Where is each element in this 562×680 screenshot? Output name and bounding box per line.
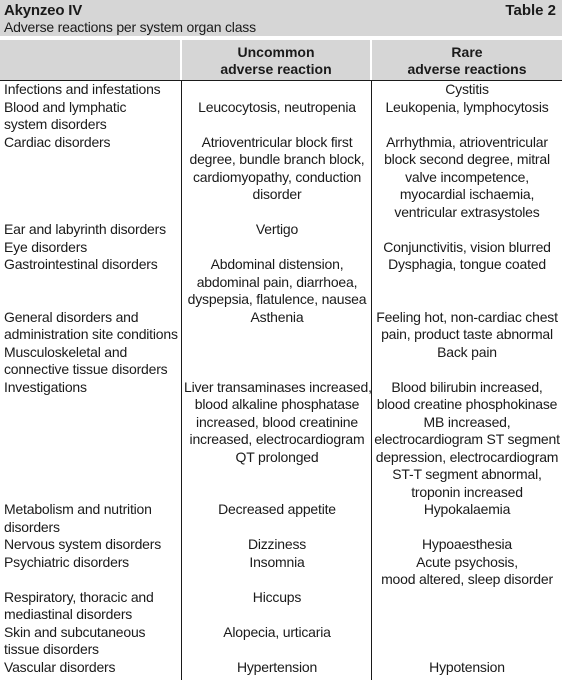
table-row (0, 309, 562, 344)
uncommon-cell (182, 624, 372, 659)
rare-text-line: ventricular extrasystoles (394, 203, 540, 220)
uncommon-text-line: Decreased appetite (218, 501, 336, 517)
table-row (0, 554, 562, 589)
rare-text-line: Hypokalaemia (423, 501, 511, 517)
uncommon-text-line: Insomnia (249, 553, 305, 570)
soc-text-line: connective tissue disorders (4, 361, 168, 377)
uncommon-cell (182, 536, 372, 554)
rare-text-line: block second degree, mitral (384, 151, 550, 167)
soc-cell (0, 379, 182, 502)
table-row (0, 659, 562, 677)
column-header-uncommon-line2: adverse reaction (220, 61, 332, 77)
column-header-uncommon (182, 40, 370, 80)
rare-text-line: ST-T segment abnormal, (392, 466, 542, 482)
uncommon-cell (182, 344, 372, 379)
rare-text-line: Hypotension (429, 658, 505, 675)
soc-cell (0, 554, 182, 589)
table-header (0, 0, 562, 36)
soc-cell (0, 256, 182, 309)
soc-text-line: Cardiac disorders (4, 133, 111, 150)
rare-text-line: Arrhythmia, atrioventricular (386, 133, 548, 150)
uncommon-text-line: Alopecia, urticaria (223, 623, 331, 640)
soc-text-line: Blood and lymphatic (4, 98, 127, 115)
rare-cell (372, 134, 562, 222)
soc-cell (0, 624, 182, 659)
rare-cell (372, 554, 562, 589)
uncommon-text-line: Asthenia (250, 308, 304, 325)
table-subtitle: Adverse reactions per system organ class (4, 19, 256, 35)
soc-cell (0, 221, 182, 239)
uncommon-text-line: increased, electrocardiogram (189, 431, 365, 447)
rare-text-line: valve incompetence, (405, 168, 529, 185)
uncommon-cell (182, 99, 372, 134)
uncommon-text-line: abdominal pain, diarrhoea, (196, 273, 358, 290)
soc-text-line: Eye disorders (4, 238, 87, 255)
rare-text-line: Feeling hot, non-cardiac chest (376, 308, 558, 325)
table-row (0, 99, 562, 134)
rare-text-line: blood creatine phosphokinase (376, 396, 558, 412)
table-row (0, 624, 562, 659)
table-row (0, 134, 562, 222)
rare-text-line: Dysphagia, tongue coated (388, 256, 546, 272)
column-header-rare-line1: Rare (451, 44, 483, 60)
column-header-soc (0, 40, 180, 80)
soc-text-line: Respiratory, thoracic and (4, 588, 154, 605)
rare-text-line: Conjunctivitis, vision blurred (383, 238, 551, 255)
rare-text-line: Leukopenia, lymphocytosis (385, 98, 549, 115)
soc-text-line: Nervous system disorders (4, 536, 162, 552)
table-row (0, 536, 562, 554)
rare-cell (372, 659, 562, 677)
soc-text-line: administration site conditions (4, 326, 178, 342)
uncommon-cell (182, 379, 372, 502)
rare-text-line: Blood bilirubin increased, (391, 378, 543, 395)
soc-cell (0, 309, 182, 344)
soc-text-line: Vascular disorders (4, 658, 116, 675)
uncommon-cell (182, 221, 372, 239)
soc-text-line: Gastrointestinal disorders (4, 256, 158, 272)
soc-text-line: Musculoskeletal and (4, 343, 128, 360)
rare-text-line: troponin increased (411, 483, 523, 500)
rare-cell (372, 221, 562, 239)
table-row (0, 344, 562, 379)
uncommon-text-line: Dizziness (247, 536, 307, 552)
soc-cell (0, 239, 182, 257)
table-row (0, 221, 562, 239)
uncommon-cell (182, 239, 372, 257)
soc-text-line: system disorders (4, 116, 107, 132)
soc-cell (0, 134, 182, 222)
soc-cell (0, 99, 182, 134)
uncommon-text-line: disorder (252, 186, 302, 202)
soc-cell (0, 81, 182, 99)
rare-text-line: mood altered, sleep disorder (381, 571, 553, 587)
soc-text-line: Investigations (4, 378, 87, 395)
rare-cell (372, 309, 562, 344)
uncommon-cell (182, 554, 372, 589)
table-row (0, 379, 562, 502)
soc-cell (0, 659, 182, 677)
rare-cell (372, 589, 562, 624)
rare-cell (372, 379, 562, 502)
soc-text-line: Infections and infestations (4, 81, 161, 97)
uncommon-cell (182, 134, 372, 222)
uncommon-cell (182, 309, 372, 344)
uncommon-text-line: increased, blood creatinine (196, 413, 358, 430)
drug-title: Akynzeo IV (4, 2, 83, 19)
uncommon-cell (182, 659, 372, 677)
rare-text-line: Back pain (437, 343, 497, 360)
rare-text-line: Acute psychosis, (416, 553, 518, 570)
column-header-rare-line2: adverse reactions (407, 61, 527, 77)
soc-text-line: General disorders and (4, 308, 139, 325)
column-header-uncommon-line1: Uncommon (237, 44, 315, 60)
uncommon-cell (182, 81, 372, 99)
uncommon-text-line: Liver transaminases increased, (184, 378, 372, 395)
rare-text-line: electrocardiogram ST segment (374, 431, 560, 447)
table-row (0, 256, 562, 309)
uncommon-text-line: dyspepsia, flatulence, nausea (187, 291, 367, 307)
uncommon-text-line: degree, bundle branch block, (189, 151, 365, 167)
soc-cell (0, 501, 182, 536)
rare-cell (372, 501, 562, 536)
rare-text-line: MB increased, (423, 413, 511, 430)
table-row (0, 239, 562, 257)
rare-text-line: pain, product taste abnormal (381, 326, 553, 342)
uncommon-text-line: Leucocytosis, neutropenia (198, 98, 356, 115)
soc-text-line: mediastinal disorders (4, 606, 133, 622)
table-row (0, 81, 562, 99)
uncommon-text-line: Hypertension (236, 658, 318, 675)
table-body (0, 81, 562, 676)
table-row (0, 501, 562, 536)
uncommon-text-line: blood alkaline phosphatase (194, 396, 360, 412)
soc-text-line: Metabolism and nutrition (4, 501, 152, 517)
rare-text-line: myocardial ischaemia, (399, 186, 535, 202)
soc-text-line: disorders (4, 518, 60, 535)
uncommon-text-line: Vertigo (255, 221, 299, 237)
rare-cell (372, 99, 562, 134)
soc-cell (0, 344, 182, 379)
rare-cell (372, 239, 562, 257)
rare-cell (372, 81, 562, 99)
uncommon-cell (182, 589, 372, 624)
uncommon-cell (182, 256, 372, 309)
rare-cell (372, 536, 562, 554)
uncommon-text-line: QT prolonged (235, 448, 319, 465)
uncommon-text-line: Abdominal distension, (210, 256, 344, 272)
rare-cell (372, 624, 562, 659)
soc-text-line: Skin and subcutaneous (4, 623, 146, 640)
uncommon-text-line: Hiccups (252, 588, 302, 605)
uncommon-text-line: cardiomyopathy, conduction (192, 168, 362, 185)
table-number: Table 2 (505, 2, 556, 19)
table-row (0, 589, 562, 624)
soc-text-line: tissue disorders (4, 641, 99, 657)
rare-text-line: Cystitis (445, 81, 489, 97)
soc-text-line: Ear and labyrinth disorders (4, 221, 166, 237)
rare-text-line: depression, electrocardiogram (375, 448, 559, 465)
soc-cell (0, 589, 182, 624)
uncommon-cell (182, 501, 372, 536)
rare-cell (372, 256, 562, 309)
uncommon-text-line: Atrioventricular block first (201, 133, 353, 150)
soc-cell (0, 536, 182, 554)
soc-text-line: Psychiatric disorders (4, 553, 129, 570)
rare-cell (372, 344, 562, 379)
rare-text-line: Hypoaesthesia (421, 536, 512, 552)
column-header-rare (372, 40, 562, 80)
